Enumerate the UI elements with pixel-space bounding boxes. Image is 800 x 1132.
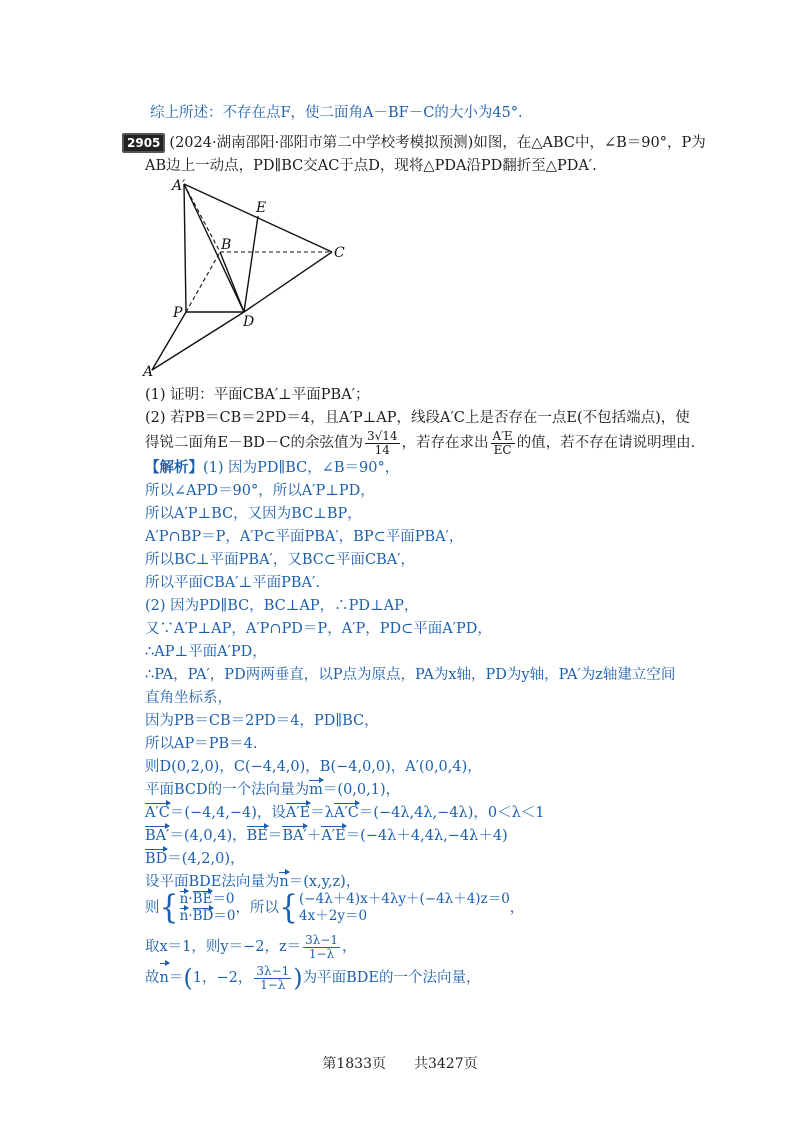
- edge-E-D: [244, 216, 258, 312]
- problem-part-2-line-1: (2) 若PB＝CB＝2PD＝4，且A′P⊥AP，线段A′C上是否存在一点E(不包括端点)，使: [145, 410, 690, 426]
- equation-system: (−4λ＋4)x＋4λy＋(−4λ＋4)z＝0 4x＋2y＝0: [299, 891, 510, 924]
- vector-m: m: [309, 782, 323, 798]
- edge-D-C: [244, 252, 332, 312]
- solution-line-19: 设平面BDE法向量为n＝(x,y,z)，: [145, 874, 361, 890]
- problem-line-1: [122, 133, 706, 153]
- solution-line-13: 所以AP＝PB＝4.: [145, 736, 258, 752]
- vector-n: n: [279, 874, 289, 890]
- solution-tag: 【解析】: [145, 459, 203, 476]
- geometry-figure: [140, 172, 360, 382]
- vector-BA1-2: BA′: [282, 828, 307, 844]
- problem-part-1: (1) 证明：平面CBA′⊥平面PBA′；: [145, 387, 370, 403]
- label-B: B: [221, 237, 232, 253]
- solution-line-14: 则D(0,2,0)，C(−4,4,0)，B(−4,0,0)，A′(0,0,4)，: [145, 759, 482, 775]
- part2-text-post: 的值，若不存在请说明理由.: [516, 435, 696, 451]
- vector-BD: BD: [145, 851, 168, 867]
- problem-part-2-line-2: [145, 428, 695, 458]
- solution-line-1: 【解析】(1) 因为PD∥BC，∠B＝90°，: [145, 459, 400, 476]
- solution-line-18: BD＝(4,2,0)，: [145, 851, 245, 867]
- vector-A1C: A′C: [145, 805, 170, 821]
- cosine-fraction: $\frac{3√14}{14}$: [366, 428, 398, 457]
- label-D: D: [243, 314, 255, 330]
- label-A: A: [143, 364, 154, 380]
- solution-line-5: 所以BC⊥平面PBA′，又BC⊂平面CBA′，: [145, 552, 416, 568]
- solution-line-17: BA′＝(4,0,4)，BE＝BA′＋A′E＝(−4λ＋4,4λ,−4λ＋4): [145, 828, 508, 844]
- dot-product-system: n·BE＝0 n·BD＝0: [179, 891, 236, 924]
- solution-line-16: A′C＝(−4,4,−4)，设A′E＝λA′C＝(−4λ,4λ,−4λ)，0＜λ＜1: [145, 805, 545, 821]
- edge-B-D: [220, 252, 244, 312]
- vector-A1E: A′E: [285, 805, 311, 821]
- solution-line-8: 又∵A′P⊥AP，A′P∩PD＝P，A′P，PD⊂平面A′PD，: [145, 621, 492, 637]
- part2-text-mid: ，若存在求出: [401, 435, 489, 451]
- solution-line-6: 所以平面CBA′⊥平面PBA′.: [145, 575, 320, 591]
- label-C: C: [334, 245, 345, 261]
- problem-intro-text: (2024·湖南邵阳·邵阳市第二中学校考模拟预测)如图，在△ABC中，∠B＝90°，P为: [169, 135, 706, 151]
- label-E: E: [256, 200, 267, 216]
- solution-line-9: ∴AP⊥平面A′PD，: [145, 644, 267, 660]
- edge-P-B-dashed: [186, 252, 220, 312]
- solution-line-21: 取x＝1，则y＝−2，z＝ $\frac{3\lambda-1}{1-\lambda}$ ，: [145, 932, 357, 961]
- problem-line-2: AB边上一动点，PD∥BC交AC于点D，现将△PDA沿PD翻折至△PDA′.: [145, 158, 597, 174]
- normal-vector-fraction: $\frac{3\lambda-1}{1-\lambda}$: [256, 963, 290, 992]
- vector-A1C-2: A′C: [333, 805, 359, 821]
- solution-line-12: 因为PB＝CB＝2PD＝4，PD∥BC，: [145, 713, 379, 729]
- solution-line-7: (2) 因为PD∥BC，BC⊥AP，∴PD⊥AP，: [145, 598, 419, 614]
- z-fraction: $\frac{3\lambda-1}{1-\lambda}$: [305, 932, 339, 961]
- solution-line-2: 所以∠APD＝90°，所以A′P⊥PD，: [145, 483, 375, 499]
- solution-line-15: 平面BCD的一个法向量为m＝(0,0,1)，: [145, 782, 401, 798]
- vector-BA1: BA′: [145, 828, 170, 844]
- ratio-fraction: $\frac{A'E}{EC}$: [492, 428, 513, 457]
- edge-A1-D: [184, 184, 244, 312]
- edge-A-D: [152, 312, 244, 370]
- solution-line-11: 直角坐标系，: [145, 690, 232, 706]
- label-A-prime: A′: [172, 178, 186, 194]
- solution-line-20-system: 则{ n·BE＝0 n·BD＝0 ，所以{ (−4λ＋4)x＋4λy＋(−4λ＋4)z＝0 4x＋2y＝0 ，: [145, 888, 525, 927]
- page-footer: 第1833页 共3427页: [322, 1056, 478, 1072]
- edge-A1-P: [184, 184, 186, 312]
- vector-A1E-2: A′E: [321, 828, 346, 844]
- part2-text-pre: 得锐二面角E－BD－C的余弦值为: [145, 435, 363, 451]
- vector-BE: BE: [246, 828, 268, 844]
- solution-line-4: A′P∩BP＝P，A′P⊂平面PBA′，BP⊂平面PBA′，: [145, 529, 464, 545]
- label-P: P: [173, 305, 183, 321]
- problem-number-badge: 2905: [122, 133, 165, 153]
- solution-line-22: 故n＝(1，−2， $\frac{3\lambda-1}{1-\lambda}$ )为平面BDE的一个法向量，: [145, 963, 481, 992]
- previous-conclusion: 综上所述：不存在点F，使二面角A－BF－C的大小为45°.: [150, 105, 523, 121]
- solution-line-10: ∴PA，PA′，PD两两垂直，以P点为原点，PA为x轴，PD为y轴，PA′为z轴建立空间: [145, 667, 676, 683]
- solution-line-3: 所以A′P⊥BC，又因为BC⊥BP，: [145, 506, 362, 522]
